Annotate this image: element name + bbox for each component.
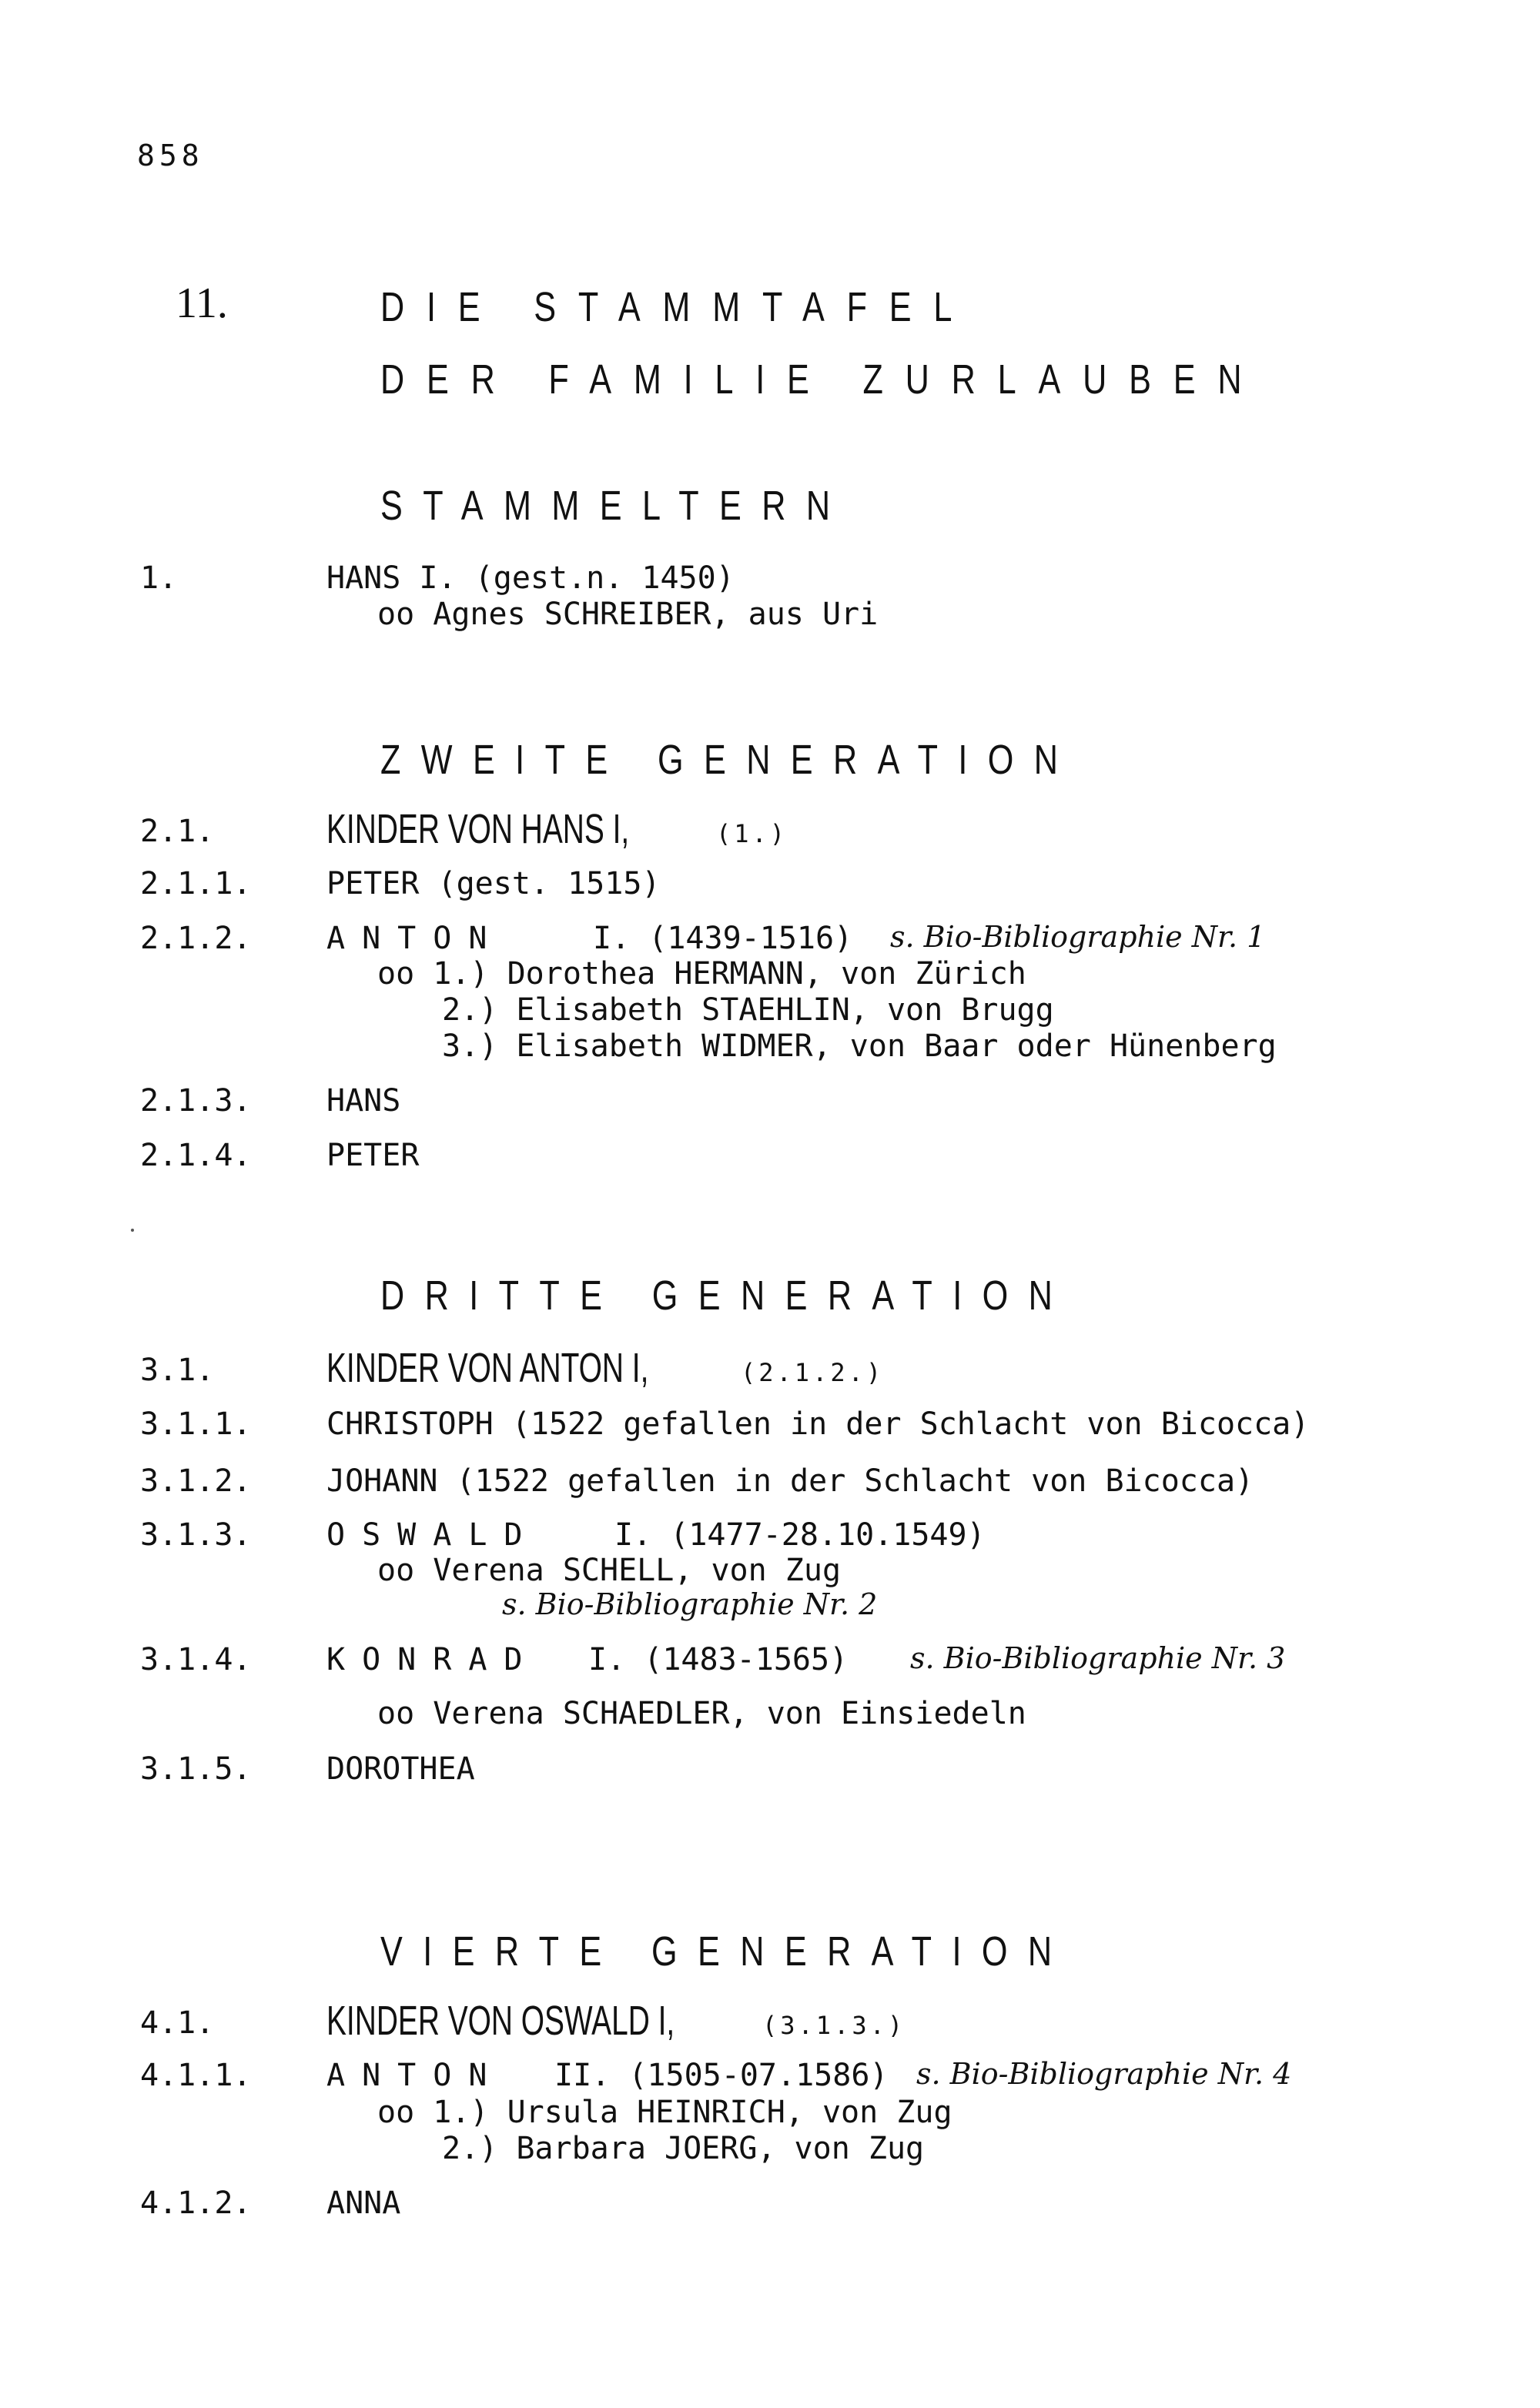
bio-reference: s. Bio-Bibliographie Nr. 1 bbox=[890, 920, 1266, 954]
entry-number: 2.1.2. bbox=[140, 921, 252, 956]
entry-text: PETER bbox=[326, 1138, 420, 1173]
bio-reference: s. Bio-Bibliographie Nr. 3 bbox=[910, 1641, 1286, 1675]
section-heading-dritte-generation: DRITTE GENERATION bbox=[380, 1273, 1073, 1319]
entry-number: 2.1.1. bbox=[140, 866, 252, 901]
entry-number: 4.1.2. bbox=[140, 2186, 252, 2221]
entry-name: KONRAD bbox=[326, 1642, 540, 1677]
subsection-number: 4.1. bbox=[140, 2005, 215, 2041]
entry-number: 3.1.4. bbox=[140, 1642, 252, 1677]
entry-text: DOROTHEA bbox=[326, 1751, 475, 1787]
entry-name: OSWALD bbox=[326, 1517, 540, 1553]
title-line-1: DIE STAMMTAFEL bbox=[380, 284, 975, 330]
entry-dates: I. (1477-28.10.1549) bbox=[614, 1517, 986, 1553]
marriage-1: oo 1.) Dorothea HERMANN, von Zürich bbox=[377, 956, 1026, 992]
bio-reference: s. Bio-Bibliographie Nr. 2 bbox=[502, 1587, 878, 1621]
entry-text: CHRISTOPH (1522 gefallen in der Schlacht von Bicocca) bbox=[326, 1406, 1310, 1442]
entry-spouse: oo Agnes SCHREIBER, aus Uri bbox=[377, 597, 879, 632]
entry-text: HANS bbox=[326, 1083, 401, 1119]
entry-number: 1. bbox=[140, 560, 178, 596]
entry-number: 3.1.2. bbox=[140, 1463, 252, 1499]
entry-number: 2.1.3. bbox=[140, 1083, 252, 1119]
entry-number: 3.1.3. bbox=[140, 1517, 252, 1553]
entry-number: 2.1.4. bbox=[140, 1138, 252, 1173]
subsection-reference: (2.1.2.) bbox=[741, 1358, 885, 1387]
marriage-2: 2.) Barbara JOERG, von Zug bbox=[442, 2131, 925, 2166]
subsection-reference: (3.1.3.) bbox=[762, 2011, 906, 2040]
section-heading-vierte-generation: VIERTE GENERATION bbox=[380, 1928, 1073, 1975]
entry-name: ANTON bbox=[326, 2058, 504, 2093]
marriage-1: oo Verena SCHAEDLER, von Einsiedeln bbox=[377, 1696, 1026, 1731]
marriage-1: oo 1.) Ursula HEINRICH, von Zug bbox=[377, 2095, 952, 2130]
subsection-title: KINDER VON OSWALD I, bbox=[326, 1998, 675, 2044]
entry-number: 4.1.1. bbox=[140, 2058, 252, 2093]
section-heading-stammeltern: STAMMELTERN bbox=[380, 483, 851, 529]
subsection-number: 2.1. bbox=[140, 814, 215, 849]
subsection-number: 3.1. bbox=[140, 1353, 215, 1388]
entry-name: HANS I. (gest.n. 1450) bbox=[326, 560, 735, 596]
page-number: 858 bbox=[137, 139, 204, 172]
marriage-2: 2.) Elisabeth STAEHLIN, von Brugg bbox=[442, 992, 1054, 1028]
title-line-2: DER FAMILIE ZURLAUBEN bbox=[380, 356, 1264, 403]
speck-mark bbox=[131, 1229, 134, 1232]
subsection-title: KINDER VON HANS I, bbox=[326, 806, 630, 852]
entry-dates: I. (1439-1516) bbox=[593, 921, 853, 956]
marriage-3: 3.) Elisabeth WIDMER, von Baar oder Hünenberg bbox=[442, 1028, 1277, 1064]
entry-text: JOHANN (1522 gefallen in der Schlacht von Bicocca) bbox=[326, 1463, 1254, 1499]
entry-number: 3.1.5. bbox=[140, 1751, 252, 1787]
bio-reference: s. Bio-Bibliographie Nr. 4 bbox=[916, 2057, 1292, 2091]
entry-text: ANNA bbox=[326, 2186, 401, 2221]
section-heading-zweite-generation: ZWEITE GENERATION bbox=[380, 737, 1079, 783]
entry-dates: I. (1483-1565) bbox=[588, 1642, 849, 1677]
subsection-title: KINDER VON ANTON I, bbox=[326, 1345, 649, 1391]
marriage-1: oo Verena SCHELL, von Zug bbox=[377, 1553, 842, 1588]
entry-dates: II. (1505-07.1586) bbox=[554, 2058, 889, 2093]
entry-text: PETER (gest. 1515) bbox=[326, 866, 661, 901]
entry-number: 3.1.1. bbox=[140, 1406, 252, 1442]
subsection-reference: (1.) bbox=[716, 819, 788, 848]
chapter-number: 11. bbox=[176, 279, 228, 327]
entry-name: ANTON bbox=[326, 921, 504, 956]
